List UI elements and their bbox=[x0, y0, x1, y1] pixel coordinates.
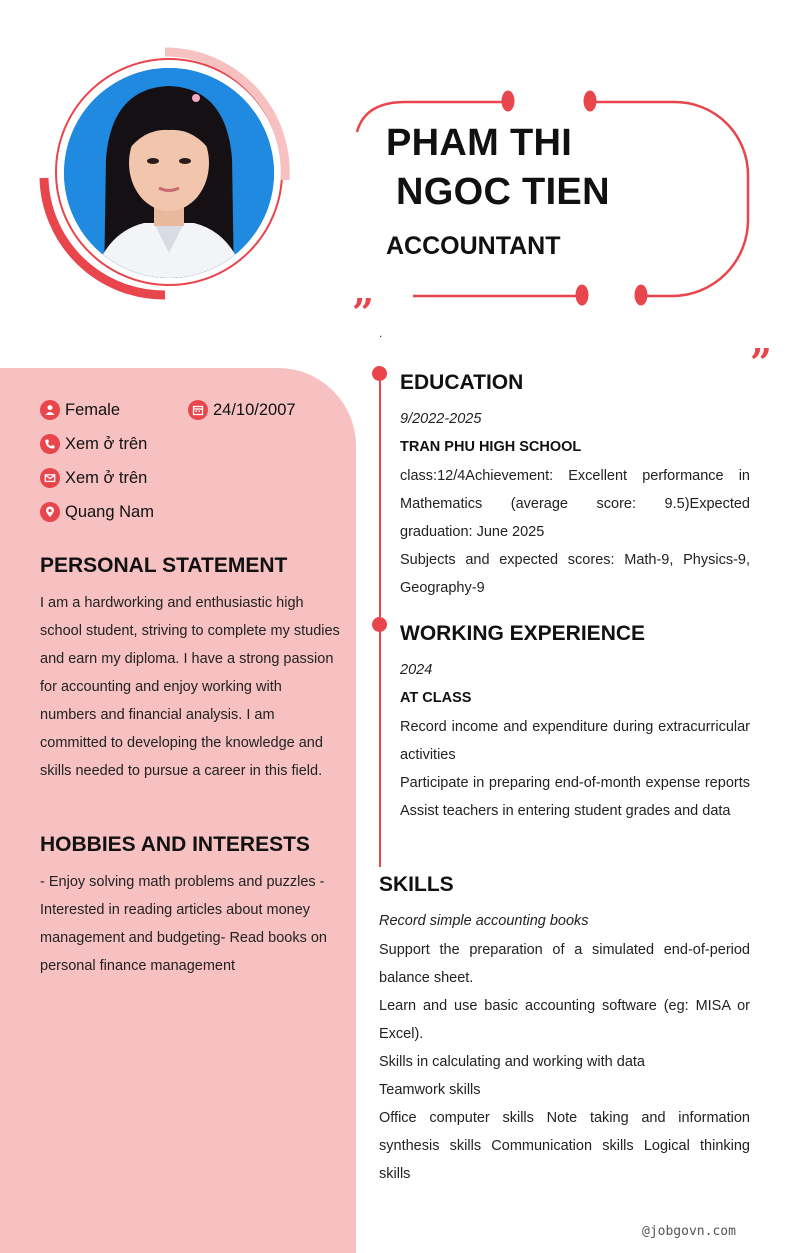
contact-email bbox=[40, 468, 147, 488]
skill-item: Skills in calculating and working with data bbox=[379, 1054, 645, 1070]
phone-icon bbox=[40, 434, 60, 454]
education-school: TRAN PHU HIGH SCHOOL bbox=[400, 439, 582, 455]
experience-details bbox=[400, 713, 750, 825]
experience-date: 2024 bbox=[400, 662, 433, 678]
separator-dot: . bbox=[379, 326, 383, 340]
mail-icon bbox=[40, 468, 60, 488]
skill-item: Teamwork skills bbox=[379, 1082, 481, 1098]
user-icon bbox=[40, 400, 60, 420]
contact-phone bbox=[40, 434, 147, 454]
skill-item: Learn and use basic accounting software (eg: MISA or Excel). bbox=[379, 998, 750, 1042]
email-value: Xem ở trên bbox=[65, 468, 148, 487]
education-details bbox=[400, 462, 750, 602]
education-detail: class:12/4Achievement: Excellent performance in Mathematics (average score: 9.5)Expected graduation: June 2025 bbox=[400, 468, 750, 540]
timeline-dot bbox=[372, 366, 387, 381]
personal-statement-title: PERSONAL STATEMENT bbox=[40, 554, 288, 577]
education-title: EDUCATION bbox=[400, 371, 524, 394]
address-value: Quang Nam bbox=[65, 502, 154, 521]
name-second-line: NGOC TIEN bbox=[396, 171, 610, 213]
name-first-line: PHAM THI bbox=[386, 122, 573, 164]
quote-mark-icon: ” bbox=[352, 290, 374, 335]
timeline-dot bbox=[372, 617, 387, 632]
avatar bbox=[64, 68, 274, 278]
sidebar-background bbox=[0, 368, 356, 1253]
header-frame bbox=[345, 80, 765, 350]
contact-gender bbox=[40, 400, 120, 420]
location-pin-icon bbox=[40, 502, 60, 522]
quote-mark-icon: ” bbox=[750, 340, 772, 385]
experience-detail: Participate in preparing end-of-month expense reports Assist teachers in entering student grades and data bbox=[400, 775, 750, 819]
calendar-icon bbox=[188, 400, 208, 420]
contact-birthday bbox=[188, 400, 296, 420]
hobbies-title: HOBBIES AND INTERESTS bbox=[40, 833, 310, 856]
experience-title: WORKING EXPERIENCE bbox=[400, 622, 646, 645]
skill-item: Support the preparation of a simulated end-of-period balance sheet. bbox=[379, 942, 750, 986]
hobbies-text: - Enjoy solving math problems and puzzles - Interested in reading articles about money management and budgeting- Read books on personal finance management bbox=[40, 874, 327, 974]
birthday-value: 24/10/2007 bbox=[213, 400, 296, 419]
skills-subtitle: Record simple accounting books bbox=[379, 913, 589, 929]
job-title: ACCOUNTANT bbox=[386, 232, 561, 260]
phone-value: Xem ở trên bbox=[65, 434, 148, 453]
watermark: @jobgovn.com bbox=[642, 1224, 736, 1239]
experience-detail: Record income and expenditure during extracurricular activities bbox=[400, 719, 750, 763]
personal-statement-text: I am a hardworking and enthusiastic high school student, striving to complete my studies and earn my diploma. I have a strong passion for accounting and enjoy working with numbers and financial analysis. I am committed to developing the knowledge and skills needed to pursue a career in this field. bbox=[40, 595, 340, 779]
contact-address bbox=[40, 502, 154, 522]
education-detail: Subjects and expected scores: Math-9, Physics-9, Geography-9 bbox=[400, 552, 750, 596]
skills-title: SKILLS bbox=[379, 873, 454, 896]
experience-org: AT CLASS bbox=[400, 690, 472, 706]
skills-list bbox=[379, 936, 750, 1188]
education-date: 9/2022-2025 bbox=[400, 411, 482, 427]
gender-value: Female bbox=[65, 400, 121, 419]
skill-item: Office computer skills Note taking and information synthesis skills Communication skills Logical thinking skills bbox=[379, 1110, 750, 1182]
